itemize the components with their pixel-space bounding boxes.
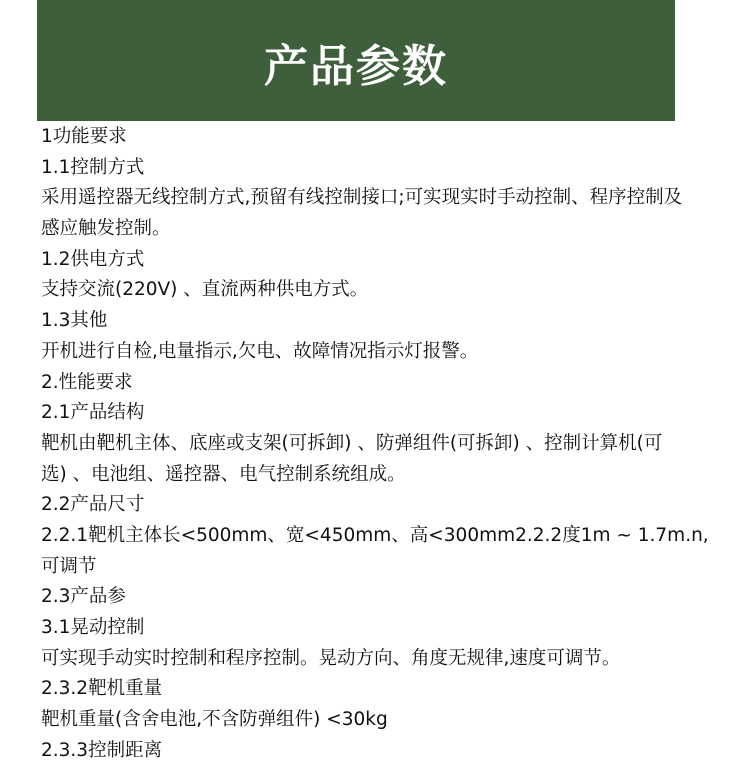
product-parameters-banner (37, 0, 675, 121)
product-structure-text-line-1: 靶机由靶机主体、底座或支架(可拆卸) 、防弹组件(可拆卸) 、控制计算机(可 (41, 432, 663, 454)
specification-content (41, 122, 709, 761)
target-weight-text: 靶机重量(含舍电池,不含防弹组件) <30kg (41, 709, 388, 731)
sway-control-text: 可实现手动实时控制和程序控制。晃动方向、角度无规律,速度可调节。 (41, 647, 621, 669)
section-heading-sway-control: 3.1晃动控制 (41, 617, 145, 638)
section-heading-product-structure: 2.1产品结构 (41, 402, 145, 424)
power-supply-text: 支持交流(220V) 、直流两种供电方式。 (41, 279, 369, 301)
section-heading-target-weight: 2.3.2靶机重量 (41, 678, 163, 700)
section-heading-other: 1.3其他 (41, 310, 108, 332)
section-heading-product-size: 2.2产品尺寸 (41, 494, 145, 516)
section-heading-control-method: 1.1控制方式 (41, 156, 145, 178)
control-method-text-line-1: 采用遥控器无线控制方式,预留有线控制接口;可实现实时手动控制、程序控制及 (41, 187, 683, 209)
section-heading-functional-requirements: 1功能要求 (41, 126, 127, 147)
section-heading-product-parameters: 2.3产品参 (41, 586, 126, 608)
page-title: 产品参数 (264, 40, 448, 92)
section-heading-control-distance: 2.3.3控制距离 (41, 739, 163, 761)
other-text: 开机进行自检,电量指示,欠电、故障情况指示灯报警。 (41, 340, 479, 362)
control-method-text-line-2: 感应触发控制。 (41, 218, 171, 240)
product-size-text-line-2: 可调节 (41, 555, 97, 577)
product-size-text-line-1: 2.2.1靶机主体长<500mm、宽<450mm、高<300mm2.2.2度1m ~ 1.7m.n, (41, 524, 709, 546)
section-heading-power-supply: 1.2供电方式 (41, 248, 145, 270)
product-structure-text-line-2: 选) 、电池组、遥控器、电气控制系统组成。 (41, 463, 406, 485)
section-heading-performance-requirements: 2.性能要求 (41, 371, 133, 393)
